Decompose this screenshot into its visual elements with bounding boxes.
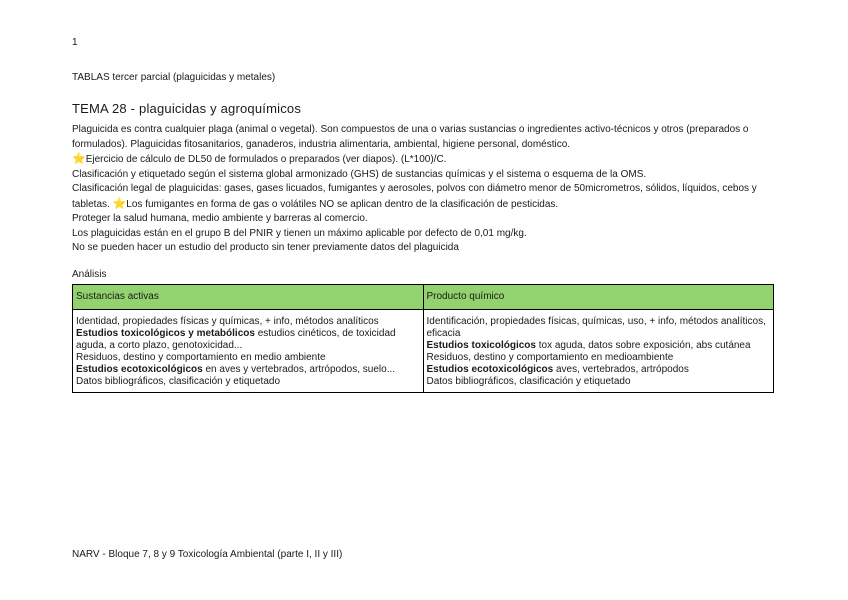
table-row	[73, 310, 774, 393]
page-footer: NARV - Bloque 7, 8 y 9 Toxicología Ambiental (parte I, II y III)	[72, 549, 343, 560]
header-active-substances: Sustancias activas	[73, 285, 424, 310]
body-text	[72, 123, 792, 256]
cell-active-substances: Identidad, propiedades físicas y químicas, + info, métodos analíticos Estudios toxicológicos y metabólicos estudios cinéticos, de toxicidad aguda, a corto plazo, genotoxicidad... Residuos, destino y comportamiento en medio ambiente Estudios ecotoxicológicos en aves y vertebrados, artrópodos, suelo... Datos bibliográficos, clasificación y etiquetado	[73, 310, 424, 393]
star-icon: ⭐	[112, 197, 127, 210]
table-header-row	[73, 285, 774, 310]
header-chemical-product: Producto químico	[423, 285, 774, 310]
page-number: 1	[72, 37, 78, 48]
cell-chemical-product: Identificación, propiedades físicas, químicas, uso, + info, métodos analíticos, eficacia Estudios toxicológicos tox aguda, datos sobre exposición, abs cutánea Residuos, destino y comportamiento en medioambiente Estudios ecotoxicológicos aves, vertebrados, artrópodos Datos bibliográficos, clasificación y etiquetado	[423, 310, 774, 393]
section-heading: TEMA 28 - plaguicidas y agroquímicos	[72, 101, 302, 116]
paragraph-study: No se pueden hacer un estudio del producto sin tener previamente datos del plaguicida	[72, 242, 459, 253]
paragraph-dl50: ⭐Ejercicio de cálculo de DL50 de formulados o preparados (ver diapos). (L*100)/C.	[72, 153, 447, 165]
paragraph-pnir: Los plaguicidas están en el grupo B del PNIR y tienen un máximo aplicable por defecto de 0,01 mg/kg.	[72, 227, 527, 239]
document-title: TABLAS tercer parcial (plaguicidas y metales)	[72, 72, 276, 83]
analysis-label: Análisis	[72, 269, 107, 280]
analysis-table	[72, 284, 774, 393]
star-icon: ⭐	[72, 153, 86, 165]
paragraph-legal-classification: Clasificación legal de plaguicidas: gases, gases licuados, fumigantes y aerosoles, polvos con diámetro menor de 50micrometros, sólidos, líquidos, cebos y tabletas. ⭐Los fumigantes en forma de gas o volátiles NO se aplican dentro de la clasificación de pesticidas.	[72, 183, 757, 210]
paragraph-definition: Plaguicida es contra cualquier plaga (animal o vegetal). Son compuestos de una o varias sustancias o ingredientes activo-técnicos y otros (preparados o formulados). Plaguicidas fitosanitarios, ganaderos, industria alimentaria, ambiental, higiene personal, doméstico.	[72, 124, 749, 150]
paragraph-protect: Proteger la salud humana, medio ambiente y barreras al comercio.	[72, 213, 368, 224]
paragraph-ghs: Clasificación y etiquetado según el sistema global armonizado (GHS) de sustancias químicas y el sistema o esquema de la OMS.	[72, 168, 647, 180]
